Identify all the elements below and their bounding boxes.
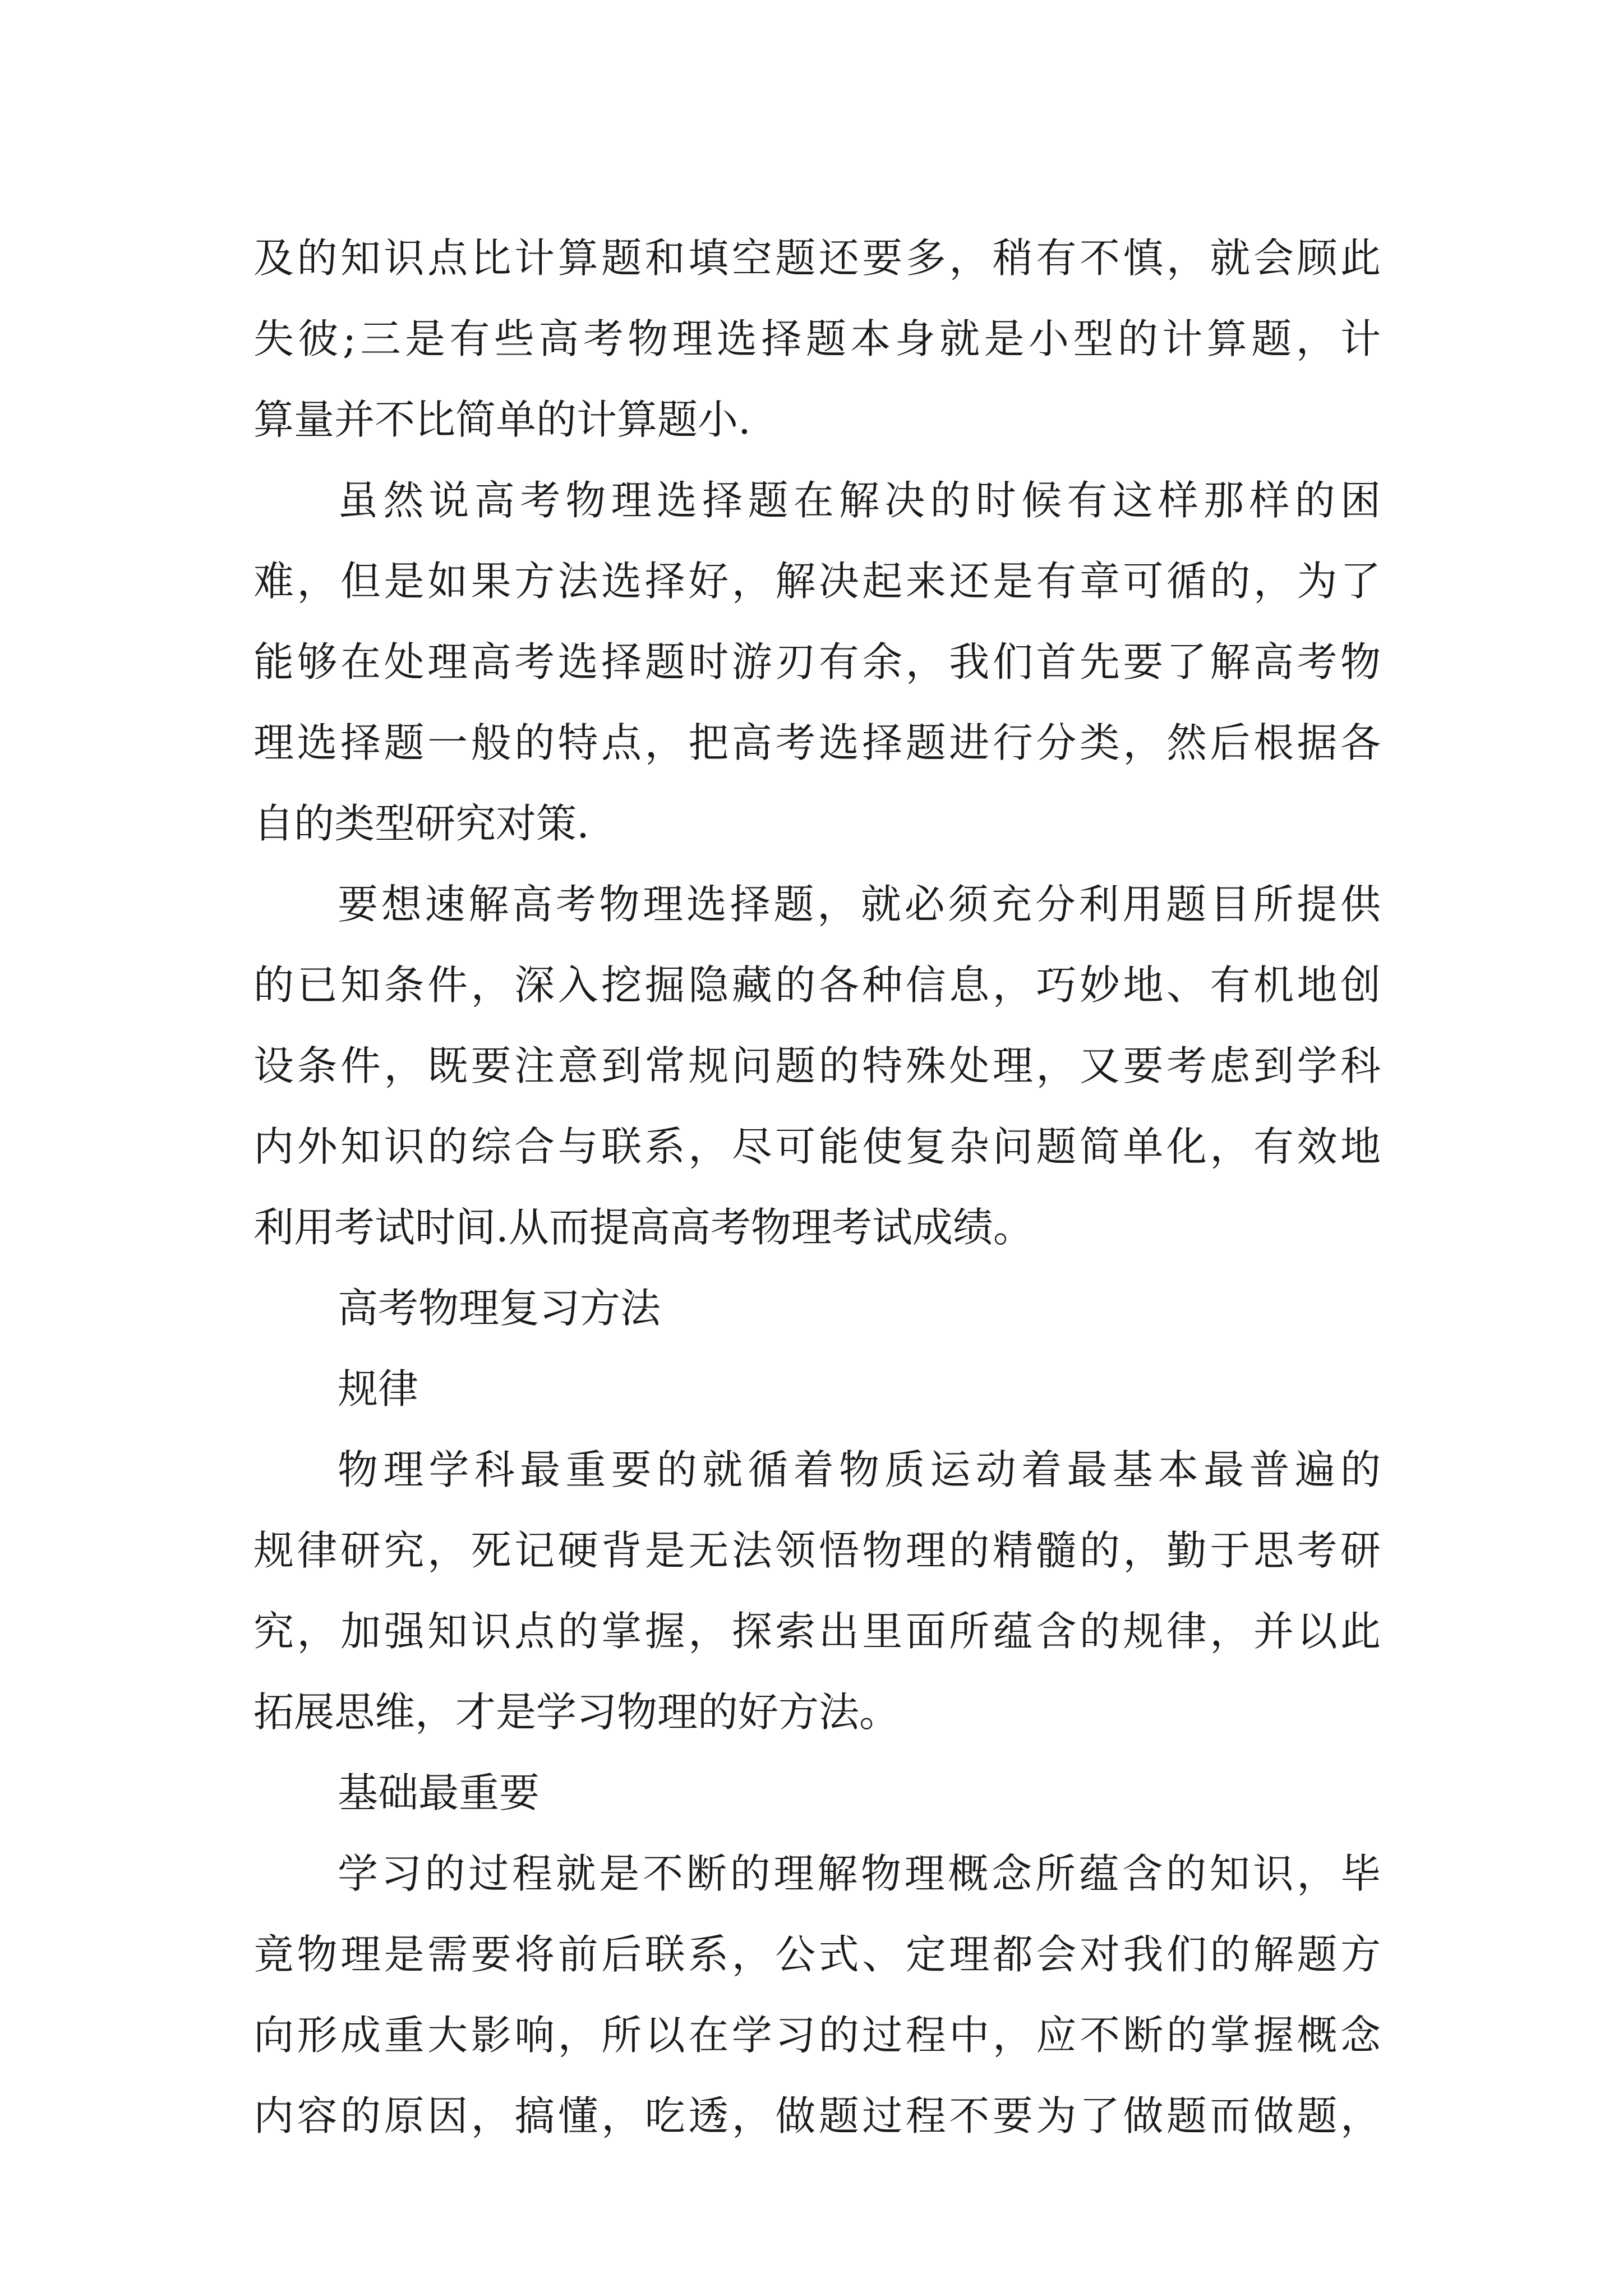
- text-line: 能够在处理高考选择题时游刃有余，我们首先要了解高考物: [253, 638, 1381, 685]
- text-line: 内容的原因，搞懂，吃透，做题过程不要为了做题而做题，: [253, 2092, 1381, 2139]
- subsection-heading: 规律: [338, 1365, 419, 1412]
- text-line: 拓展思维，才是学习物理的好方法。: [253, 1688, 900, 1736]
- text-line: 的已知条件，深入挖掘隐藏的各种信息，巧妙地、有机地创: [253, 961, 1381, 1009]
- text-line: 规律研究，死记硬背是无法领悟物理的精髓的，勤于思考研: [253, 1527, 1381, 1574]
- text-line: 竟物理是需要将前后联系，公式、定理都会对我们的解题方: [253, 1931, 1381, 1978]
- text-line: 失彼;三是有些高考物理选择题本身就是小型的计算题，计: [253, 315, 1381, 362]
- text-line: 算量并不比简单的计算题小.: [253, 396, 751, 443]
- text-line: 究，加强知识点的掌握，探索出里面所蕴含的规律，并以此: [253, 1608, 1381, 1655]
- text-line: 及的知识点比计算题和填空题还要多，稍有不慎，就会顾此: [253, 234, 1381, 282]
- text-line: 利用考试时间.从而提高高考物理考试成绩。: [253, 1204, 1034, 1251]
- paragraph-first-line: 物理学科最重要的就循着物质运动着最基本最普遍的: [338, 1446, 1381, 1493]
- text-line: 理选择题一般的特点，把高考选择题进行分类，然后根据各: [253, 719, 1381, 766]
- text-line: 设条件，既要注意到常规问题的特殊处理，又要考虑到学科: [253, 1042, 1381, 1089]
- paragraph-first-line: 要想速解高考物理选择题，就必须充分利用题目所提供: [338, 881, 1381, 928]
- section-heading: 高考物理复习方法: [338, 1285, 661, 1332]
- body-text: [253, 218, 1381, 2156]
- text-line: 难，但是如果方法选择好，解决起来还是有章可循的，为了: [253, 558, 1381, 605]
- paragraph-first-line: 虽然说高考物理选择题在解决的时候有这样那样的困: [338, 477, 1381, 524]
- text-line: 自的类型研究对策.: [253, 800, 589, 847]
- subsection-heading: 基础最重要: [338, 1769, 540, 1816]
- text-line: 内外知识的综合与联系，尽可能使复杂问题简单化，有效地: [253, 1123, 1381, 1170]
- paragraph-first-line: 学习的过程就是不断的理解物理概念所蕴含的知识，毕: [338, 1850, 1381, 1897]
- text-line: 向形成重大影响，所以在学习的过程中，应不断的掌握概念: [253, 2012, 1381, 2059]
